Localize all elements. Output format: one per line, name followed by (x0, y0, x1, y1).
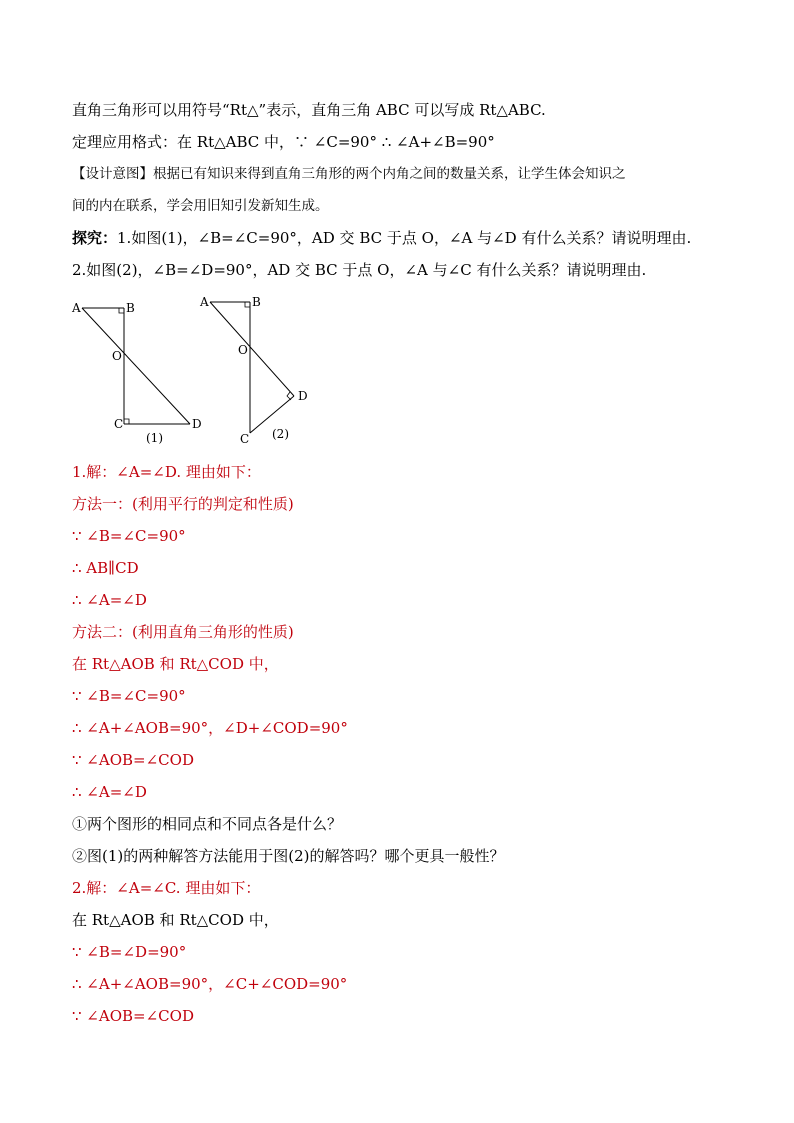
question-1: ①两个图形的相同点和不同点各是什么？ (72, 815, 343, 833)
solution-1-method-2: 方法二：(利用直角三角形的性质) (72, 623, 294, 641)
explore-question-1: 1.如图(1)，∠B=∠C=90°，AD 交 BC 于点 O，∠A 与∠D 有什么关系？请说明理由. (117, 229, 692, 247)
fig1-label-d: D (192, 417, 202, 431)
fig2-label-c: C (240, 432, 250, 446)
solution-2-heading: 2.解：∠A=∠C. 理由如下： (72, 879, 261, 897)
solution-2-step-2: ∵ ∠B=∠D=90° (72, 943, 187, 961)
figure-1 (71, 301, 202, 445)
text-line-rt-notation: 直角三角形可以用符号“Rt△”表示，直角三角 ABC 可以写成 Rt△ABC. (72, 101, 546, 119)
text-line-theorem-format: 定理应用格式：在 Rt△ABC 中，∵ ∠C=90° ∴ ∠A+∠B=90° (72, 133, 495, 151)
figure-2 (199, 295, 308, 446)
fig1-label-a: A (72, 301, 81, 315)
solution-1-step-7: ∵ ∠AOB=∠COD (72, 751, 194, 769)
fig2-label-b: B (252, 295, 261, 309)
solution-1-step-3: ∴ ∠A=∠D (72, 591, 147, 609)
solution-1-step-8: ∴ ∠A=∠D (72, 783, 147, 801)
solution-1-heading: 1.解：∠A=∠D. 理由如下： (72, 463, 261, 481)
fig2-caption: (2) (272, 427, 289, 441)
text-line-explore-2: 2.如图(2)，∠B=∠D=90°，AD 交 BC 于点 O，∠A 与∠C 有什么关系？请说明理由. (72, 261, 647, 279)
solution-1-step-5: ∵ ∠B=∠C=90° (72, 687, 186, 705)
solution-1-step-6: ∴ ∠A+∠AOB=90°，∠D+∠COD=90° (72, 719, 348, 737)
fig1-label-b: B (126, 301, 135, 315)
solution-1-step-4: 在 Rt△AOB 和 Rt△COD 中， (72, 655, 279, 673)
fig2-label-d: D (298, 389, 308, 403)
solution-2-step-3: ∴ ∠A+∠AOB=90°，∠C+∠COD=90° (72, 975, 348, 993)
fig2-label-o: O (238, 343, 248, 357)
geometry-figures (60, 288, 360, 448)
solution-2-step-4: ∵ ∠AOB=∠COD (72, 1007, 194, 1025)
fig2-label-a: A (200, 295, 209, 309)
explore-label: 探究： (72, 229, 118, 247)
fig1-label-c: C (114, 417, 124, 431)
solution-1-step-2: ∴ AB∥CD (72, 559, 139, 577)
solution-2-step-1: 在 Rt△AOB 和 Rt△COD 中， (72, 911, 279, 929)
fig1-label-o: O (112, 349, 122, 363)
text-line-design-intent-1: 【设计意图】根据已有知识来得到直角三角形的两个内角之间的数量关系，让学生体会知识之 (72, 166, 626, 182)
question-2: ②图(1)的两种解答方法能用于图(2)的解答吗？哪个更具一般性？ (72, 847, 505, 865)
fig1-caption: (1) (146, 431, 163, 445)
text-line-explore-1 (72, 228, 691, 248)
text-line-design-intent-2: 间的内在联系，学会用旧知引发新知生成。 (72, 198, 329, 214)
solution-1-step-1: ∵ ∠B=∠C=90° (72, 527, 186, 545)
solution-1-method-1: 方法一：(利用平行的判定和性质) (72, 495, 294, 513)
